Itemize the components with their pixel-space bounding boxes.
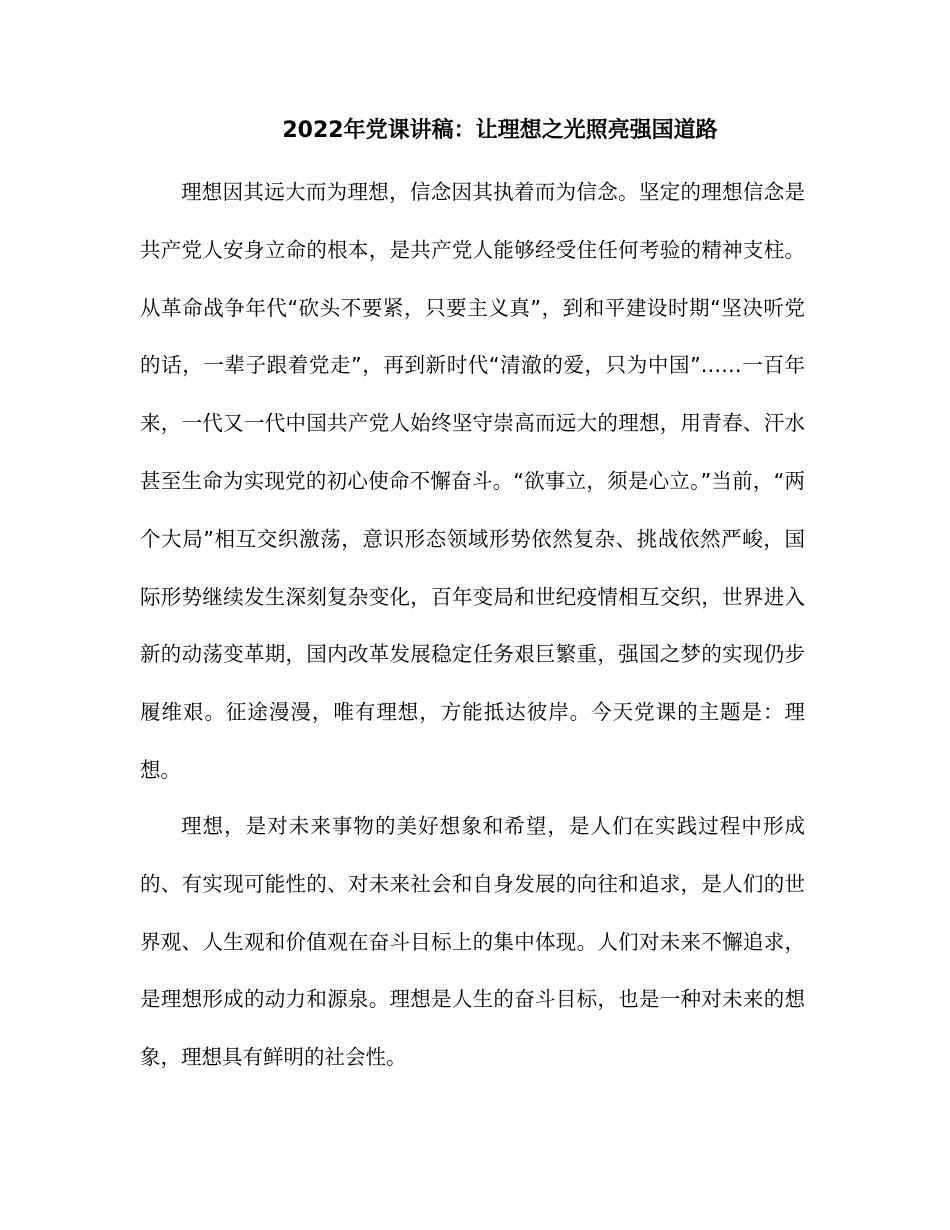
paragraph-intro: 理想因其远大而为理想，信念因其执着而为信念。坚定的理想信念是共产党人安身立命的根本，是共产党人能够经受住任何考验的精神支柱。从革命战争年代“砍头不要紧，只要主义真”，到和平建设时期“坚决听党的话，一辈子跟着党走”，再到新时代“清澈的爱，只为中国”……一百年来，一代又一代中国共产党人始终坚守崇高而远大的理想，用青春、汗水甚至生命为实现党的初心使命不懈奋斗。“欲事立，须是心立。”当前，“两个大局”相互交织激荡，意识形态领域形势依然复杂、挑战依然严峻，国际形势继续发生深刻复杂变化，百年变局和世纪疫情相互交织，世界进入新的动荡变革期，国内改革发展稳定任务艰巨繁重，强国之梦的实现仍步履维艰。征途漫漫，唯有理想，方能抵达彼岸。今天党课的主题是：理想。 [140, 180, 805, 782]
document-title: 2022年党课讲稿：让理想之光照亮强国道路 [282, 118, 718, 143]
paragraph-definition: 理想，是对未来事物的美好想象和希望，是人们在实践过程中形成的、有实现可能性的、对未来社会和自身发展的向往和追求，是人们的世界观、人生观和价值观在奋斗目标上的集中体现。人们对未来不懈追求，是理想形成的动力和源泉。理想是人生的奋斗目标，也是一种对未来的想象，理想具有鲜明的社会性。 [140, 814, 805, 1070]
